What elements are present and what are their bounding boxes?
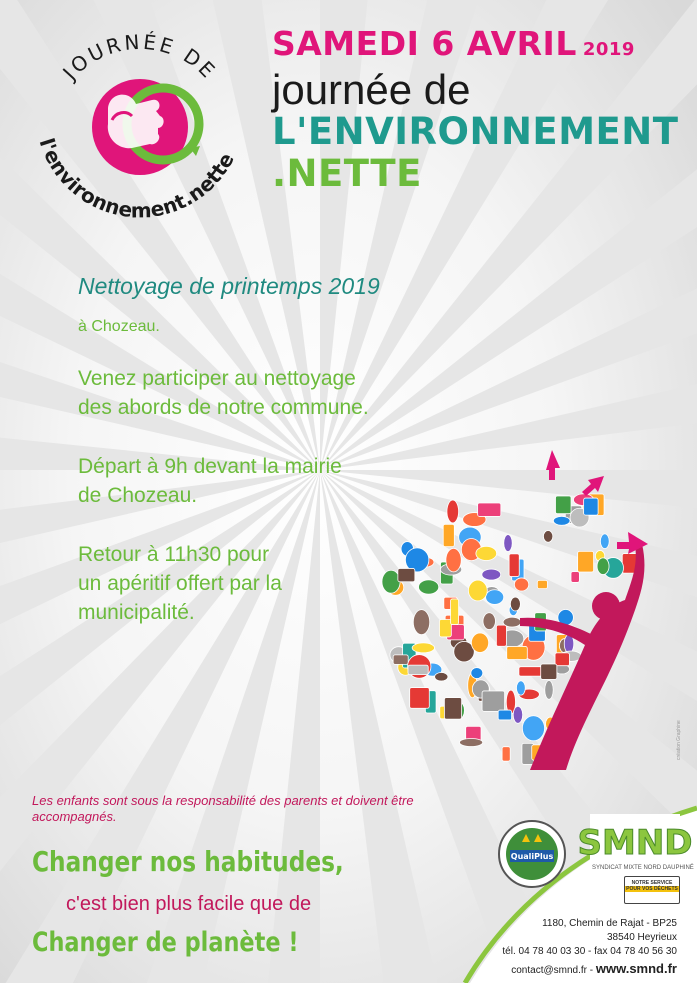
smnd-logo <box>577 814 693 864</box>
paragraph-return <box>78 540 282 627</box>
header-line-journee: journée de <box>272 66 471 113</box>
waste-object <box>584 498 598 515</box>
waste-object <box>496 625 506 646</box>
waste-object <box>382 570 400 593</box>
waste-object <box>483 613 495 630</box>
separator: - <box>586 965 596 976</box>
address-contact <box>511 961 677 976</box>
waste-object <box>446 548 461 572</box>
paragraph-invitation <box>78 364 369 422</box>
waste-object <box>545 681 553 700</box>
waste-object <box>482 569 501 580</box>
waste-object <box>412 643 434 653</box>
waste-object <box>509 554 519 577</box>
waste-object <box>514 578 528 591</box>
waste-object <box>519 667 543 676</box>
smnd-wordmark: SMND <box>577 823 693 863</box>
paragraph-line: Venez participer au nettoyage <box>78 367 356 390</box>
waste-object <box>408 665 428 675</box>
logo-arc-bottom: l'environnement.nette <box>34 135 239 223</box>
waste-object <box>537 580 547 588</box>
waste-object <box>439 620 451 637</box>
waste-object <box>451 599 459 625</box>
event-date <box>272 24 635 63</box>
waste-object <box>447 500 459 523</box>
waste-object <box>443 524 454 546</box>
waste-object <box>410 688 430 709</box>
children-notice: Les enfants sont sous la responsabilité des parents et doivent être accompagnés. <box>32 793 414 824</box>
svg-text:JOURNÉE DE <box>57 30 222 86</box>
address-city: 38540 Heyrieux <box>606 932 677 943</box>
paragraph-line: de Chozeau. <box>78 484 198 507</box>
waste-object <box>471 668 483 679</box>
waste-object <box>476 546 497 560</box>
waste-object <box>516 681 525 695</box>
website-link[interactable]: www.smnd.fr <box>595 961 677 976</box>
header-line-environnement: L'ENVIRONNEMENT <box>272 110 679 153</box>
service-badge-line: NOTRE SERVICE <box>631 880 673 886</box>
logo-arc-top: JOURNÉE DE <box>57 29 222 85</box>
waste-object <box>510 597 520 611</box>
waste-object <box>478 503 501 516</box>
waste-object <box>578 551 594 572</box>
waste-object <box>541 664 557 679</box>
smnd-tagline: SYNDICAT MIXTE NORD DAUPHINÉ <box>592 865 694 871</box>
slogan-line-3: Changer de planète ! <box>32 927 299 958</box>
waste-object <box>486 590 504 605</box>
event-subtitle: Nettoyage de printemps 2019 <box>78 273 380 299</box>
waste-globe-illustration <box>370 440 675 770</box>
waste-object <box>504 535 512 552</box>
waste-object <box>507 646 528 659</box>
waste-object <box>597 558 609 575</box>
waste-object <box>571 572 579 583</box>
waste-object <box>522 716 544 741</box>
qualiplus-label: QualiPlus <box>510 852 554 861</box>
paragraph-line: municipalité. <box>78 601 195 624</box>
slogan-line-2: c'est bien plus facile que de <box>66 893 312 915</box>
waste-object <box>600 534 609 549</box>
address-street: 1180, Chemin de Rajat - BP25 <box>542 918 677 929</box>
waste-object <box>482 691 504 711</box>
design-credit: création Graphine <box>676 720 682 760</box>
paragraph-line: Départ à 9h devant la mairie <box>78 455 342 478</box>
waste-object <box>555 653 569 666</box>
paragraph-departure <box>78 452 342 510</box>
waste-object <box>435 673 448 681</box>
waste-object <box>459 738 482 746</box>
waste-object <box>468 580 487 601</box>
waste-object <box>393 655 408 665</box>
waste-object <box>555 496 571 514</box>
waste-object <box>419 580 439 594</box>
waste-object <box>413 610 429 635</box>
waste-object <box>498 710 511 720</box>
waste-object <box>502 747 510 761</box>
address-phone-fax: tél. 04 78 40 03 30 - fax 04 78 40 56 30 <box>502 946 677 957</box>
waste-object <box>444 698 461 720</box>
waste-object <box>543 530 552 542</box>
event-year: 2019 <box>582 39 635 60</box>
event-place: à Chozeau. <box>78 318 160 335</box>
header-line-nette: .NETTE <box>272 152 422 195</box>
paragraph-line: des abords de notre commune. <box>78 396 369 419</box>
service-badge <box>624 876 680 904</box>
waste-object <box>503 617 521 627</box>
waste-object <box>398 568 415 581</box>
waste-object <box>553 516 570 525</box>
waste-object <box>513 706 522 723</box>
email-link[interactable]: contact@smnd.fr <box>511 965 587 976</box>
waste-object <box>471 633 488 653</box>
paragraph-line: Retour à 11h30 pour <box>78 543 270 566</box>
qualiplus-logo <box>496 818 568 890</box>
paragraph-line: un apéritif offert par la <box>78 572 282 595</box>
event-date-text: SAMEDI 6 AVRIL <box>272 24 577 63</box>
slogan-line-1: Changer nos habitudes, <box>32 845 344 878</box>
event-logo <box>20 12 260 252</box>
service-badge-line: POUR VOS DÉCHETS <box>626 886 678 892</box>
